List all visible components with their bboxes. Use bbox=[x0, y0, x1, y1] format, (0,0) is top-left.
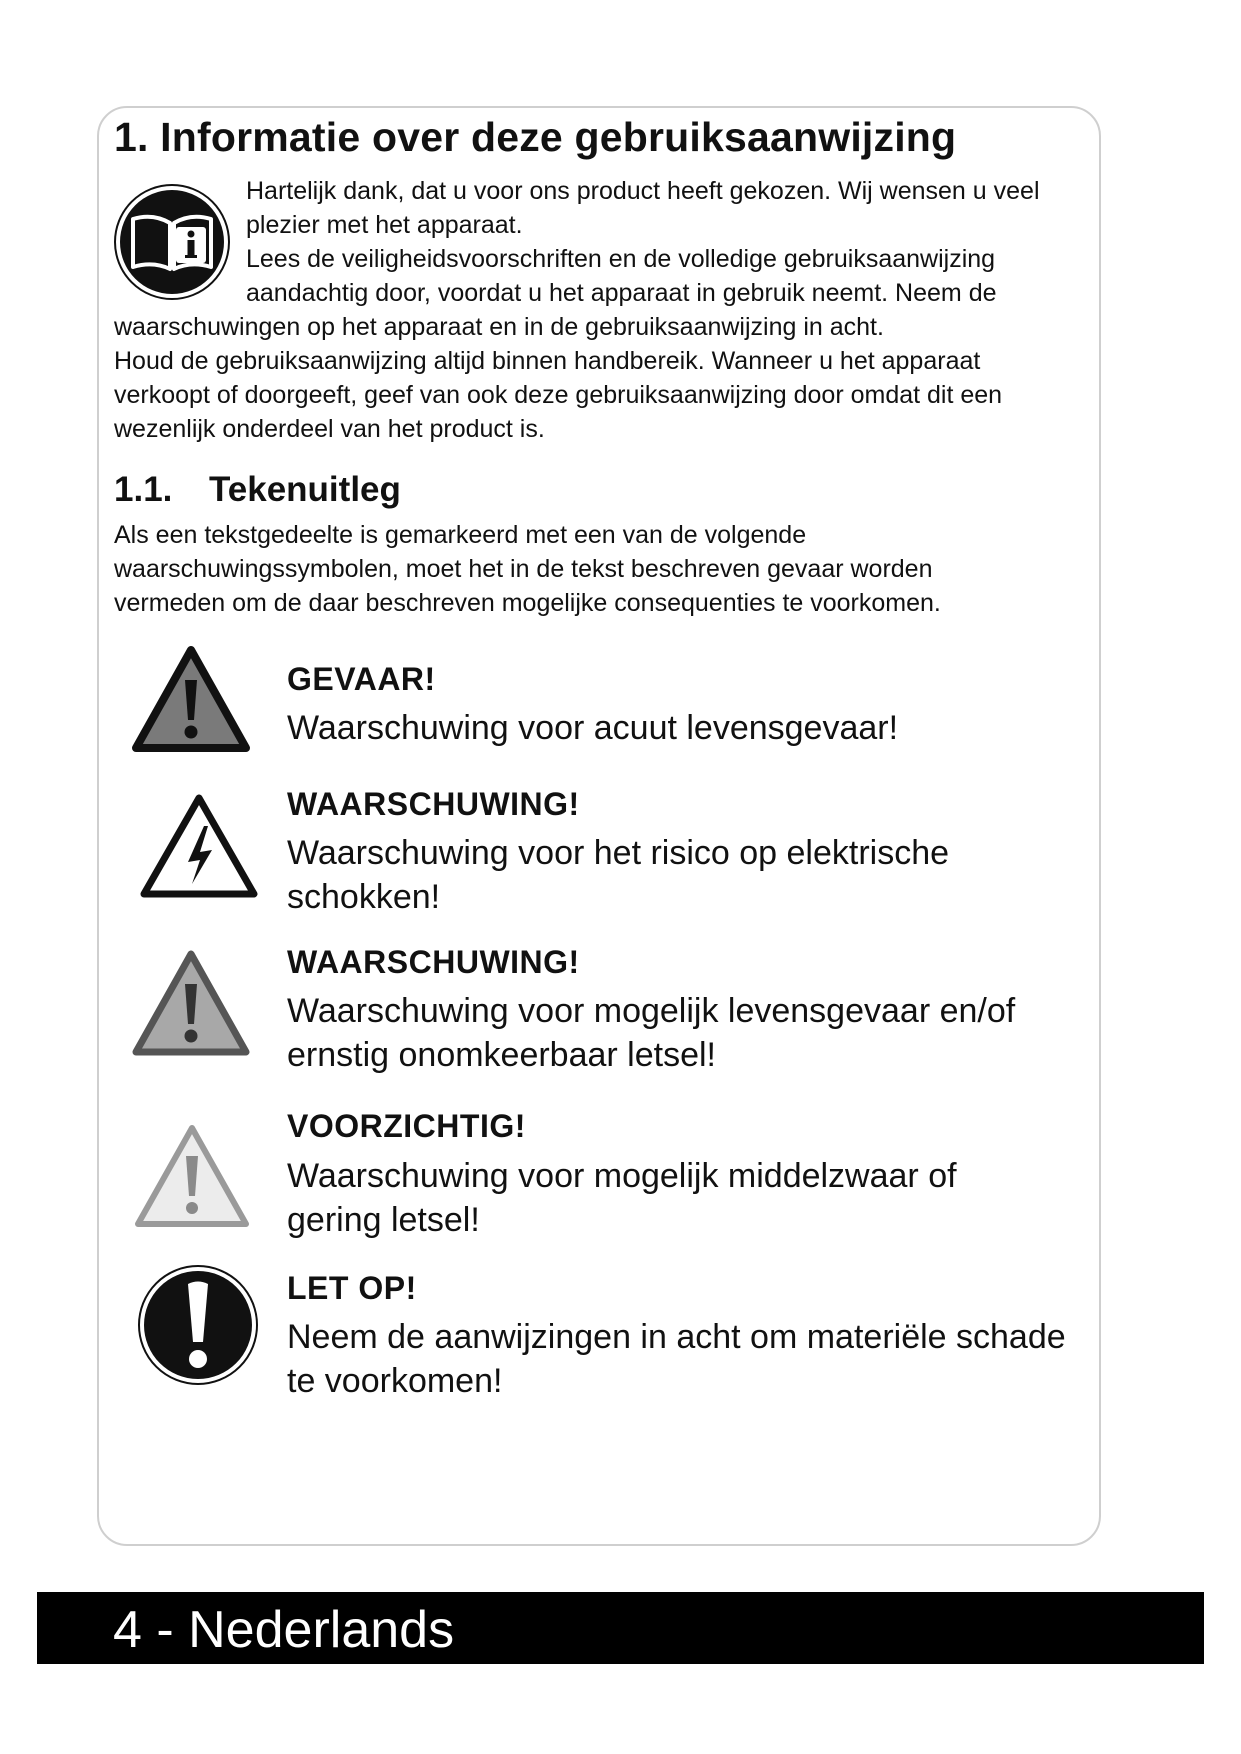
subsection-number: 1.1. bbox=[114, 470, 173, 509]
page-number-label: 4 - Nederlands bbox=[113, 1601, 455, 1659]
text-line: Houd de gebruiksaanwijzing altijd binnen handbereik. Wanneer u het apparaat bbox=[114, 347, 981, 375]
subsection-title: Tekenuitleg bbox=[209, 470, 401, 509]
intro-text bbox=[246, 174, 1096, 310]
text-line: aandachtig door, voordat u het apparaat in gebruik neemt. Neem de bbox=[246, 279, 997, 307]
warning-description: Waarschuwing voor mogelijk middelzwaar of bbox=[287, 1157, 957, 1195]
warning-title: VOORZICHTIG! bbox=[287, 1108, 526, 1144]
notice-exclamation-icon bbox=[137, 1264, 259, 1386]
legend-intro bbox=[114, 518, 1094, 620]
body-text bbox=[114, 310, 1094, 446]
warning-description: schokken! bbox=[287, 878, 441, 916]
text-line: plezier met het apparaat. bbox=[246, 211, 523, 239]
text-line: wezenlijk onderdeel van het product is. bbox=[114, 415, 545, 443]
warning-description: ernstig onomkeerbaar letsel! bbox=[287, 1036, 717, 1074]
warning-title: WAARSCHUWING! bbox=[287, 944, 580, 980]
warning-description: Neem de aanwijzingen in acht om materiële schade bbox=[287, 1318, 1066, 1356]
warning-title: GEVAAR! bbox=[287, 661, 436, 697]
text-line: waarschuwingssymbolen, moet het in de tekst beschreven gevaar worden bbox=[114, 555, 933, 583]
page-footer bbox=[37, 1592, 1204, 1664]
warning-description: te voorkomen! bbox=[287, 1362, 503, 1400]
warning-description: Waarschuwing voor het risico op elektrische bbox=[287, 834, 950, 872]
warning-description: gering letsel! bbox=[287, 1201, 480, 1239]
electric-shock-triangle-icon bbox=[138, 792, 260, 900]
caution-triangle-icon bbox=[132, 1122, 252, 1230]
warning-title: WAARSCHUWING! bbox=[287, 786, 580, 822]
section-heading: 1. Informatie over deze gebruiksaanwijzing bbox=[114, 114, 957, 160]
danger-triangle-icon bbox=[130, 644, 252, 754]
text-line: verkoopt of doorgeeft, geef van ook deze gebruiksaanwijzing door omdat dit een bbox=[114, 381, 1003, 409]
manual-info-icon bbox=[113, 183, 231, 301]
warning-description: Waarschuwing voor acuut levensgevaar! bbox=[287, 709, 899, 747]
text-line: Lees de veiligheidsvoorschriften en de volledige gebruiksaanwijzing bbox=[246, 245, 996, 273]
subsection-heading bbox=[114, 470, 401, 510]
text-line: Als een tekstgedeelte is gemarkeerd met een van de volgende bbox=[114, 521, 807, 549]
warning-triangle-icon bbox=[130, 948, 252, 1058]
text-line: waarschuwingen op het apparaat en in de gebruiksaanwijzing in acht. bbox=[114, 313, 884, 341]
text-line: Hartelijk dank, dat u voor ons product heeft gekozen. Wij wensen u veel bbox=[246, 177, 1040, 205]
warning-title: LET OP! bbox=[287, 1270, 417, 1306]
text-line: vermeden om de daar beschreven mogelijke consequenties te voorkomen. bbox=[114, 589, 941, 617]
warning-description: Waarschuwing voor mogelijk levensgevaar en/of bbox=[287, 992, 1016, 1030]
